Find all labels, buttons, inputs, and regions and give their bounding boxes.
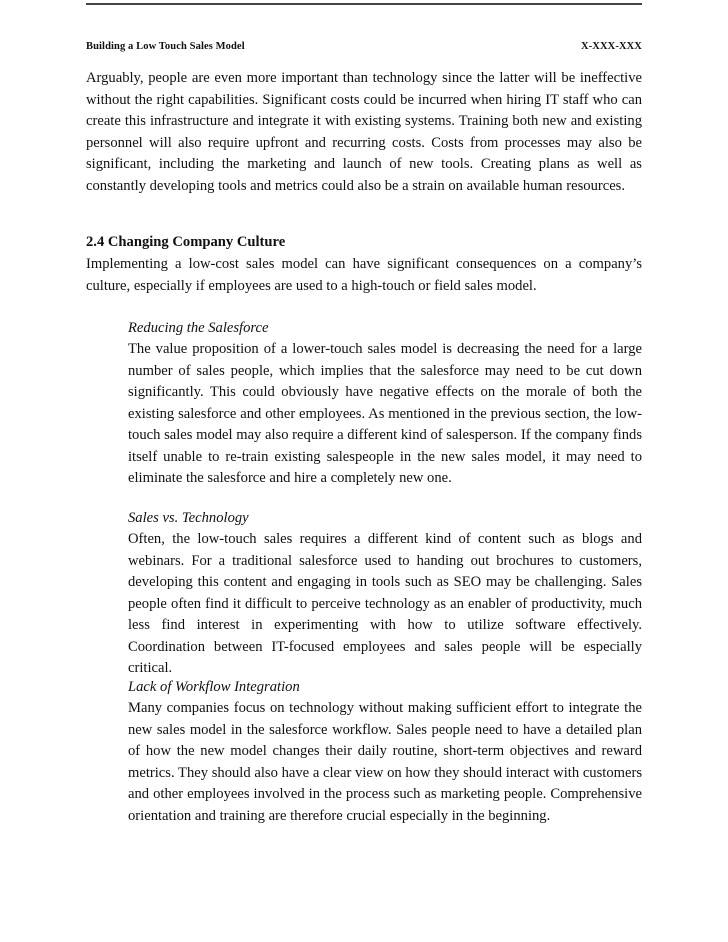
intro-paragraph: Arguably, people are even more important than technology since the latter will be ineffective without the right capabilities. Significant costs could be incurred when hiring IT staff who can create this infrastructure and integrate it with existing systems. Training both new and existing personnel will also require upfront and recurring costs. Costs from processes may also be significant, including the marketing and launch of new tools. Creating plans as well as constantly developing tools and metrics could also be a strain on available human resources. bbox=[86, 70, 642, 194]
subsection-body-sales-vs-technology: Often, the low-touch sales requires a different kind of content such as blogs and webinars. For a traditional salesforce used to handing out brochures to customers, developing this content and engaging in tools such as SEO may be challenging. Sales people often find it difficult to perceive technology as an enabler of productivity, much less find interest in experimenting with how to utilize software effectively. Coordination between IT-focused employees and sales people will be especially critical. bbox=[128, 531, 642, 676]
top-rule bbox=[86, 3, 642, 5]
subsection-body-reducing-salesforce: The value proposition of a lower-touch sales model is decreasing the need for a large number of sales people, which implies that the salesforce may need to be cut down significantly. This could obviously have negative effects on the morale of both the existing salesforce and other employees. As mentioned in the previous section, the low-touch sales model may also require a different kind of salesperson. If the company finds itself unable to re-train existing salespeople in the new sales model, it may need to eliminate the salesforce and hire a completely new one. bbox=[128, 341, 643, 486]
subsection-title-reducing-salesforce: Reducing the Salesforce bbox=[128, 320, 269, 336]
section-heading: 2.4 Changing Company Culture bbox=[86, 234, 286, 250]
section-intro: Implementing a low-cost sales model can have significant consequences on a company’s culture, especially if employees are used to a high-touch or field sales model. bbox=[86, 256, 642, 294]
header-doc-id: X-XXX-XXX bbox=[581, 41, 642, 52]
page-header bbox=[86, 41, 642, 52]
header-title: Building a Low Touch Sales Model bbox=[86, 41, 245, 52]
subsection-title-sales-vs-technology: Sales vs. Technology bbox=[128, 510, 249, 526]
subsection-title-workflow-integration: Lack of Workflow Integration bbox=[128, 679, 300, 695]
subsection-body-workflow-integration: Many companies focus on technology without making sufficient effort to integrate the new sales model in the salesforce workflow. Sales people need to have a detailed plan of how the new model changes their daily routine, short-term objectives and reward metrics. They should also have a clear view on how they should interact with customers and other employees involved in the process such as marketing people. Comprehensive orientation and training are therefore crucial especially in the beginning. bbox=[128, 700, 642, 824]
